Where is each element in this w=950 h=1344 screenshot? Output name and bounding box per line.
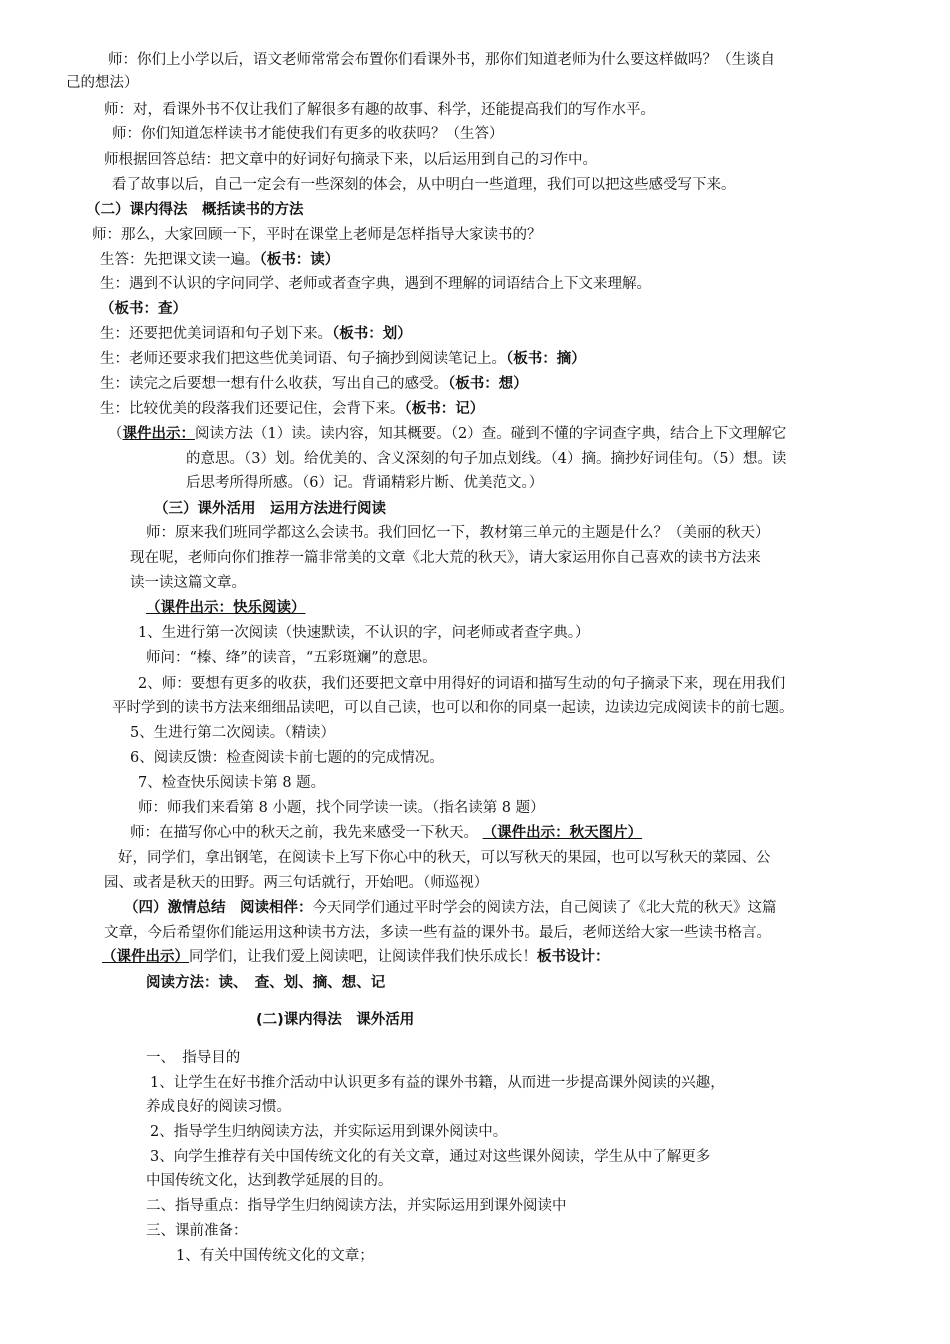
section-heading: （三）课外活用 运用方法进行阅读 [154,501,386,517]
part-heading: (二)课内得法 课外活用 [256,1012,415,1028]
board-note: （板书：摘） [506,351,586,367]
text-line: 6、阅读反馈：检查阅读卡前七题的的完成情况。 [130,750,444,766]
text-span: 师：在描写你心中的秋天之前，我先来感受一下秋天。 [130,825,478,841]
text-line [100,348,586,370]
text-line: 2、指导学生归纳阅读方法，并实际运用到课外阅读中。 [150,1124,508,1140]
text-line: 好，同学们，拿出钢笔，在阅读卡上写下你心中的秋天，可以写秋天的果园，也可以写秋天的菜园、公 [118,850,771,866]
text-line: 2、师：要想有更多的收获，我们还要把文章中用得好的词语和描写生动的句子摘录下来，现在用我们 [138,676,786,692]
section-heading: （四）激情总结 阅读相伴： [124,900,313,916]
board-note: （板书：想） [448,376,528,392]
text-line: 文章，今后希望你们能运用这种读书方法，多读一些有益的课外书。最后，老师送给大家一些读书格言。 [104,925,771,941]
text-line: 读一读这篇文章。 [130,575,246,591]
courseware-label: （课件出示） [102,949,189,965]
text-line: 1、有关中国传统文化的文章； [176,1248,374,1264]
section-heading: （二）课内得法 概括读书的方法 [86,202,304,218]
courseware-label: 课件出示： [122,426,195,442]
text-line: 一、 指导目的 [146,1050,241,1066]
text-line: 1、让学生在好书推介活动中认识更多有益的课外书籍，从而进一步提高课外阅读的兴趣， [150,1075,725,1091]
text-line: 养成良好的阅读习惯。 [146,1099,291,1115]
board-note: （板书：记） [404,401,485,417]
text-line: 师问：“榛、绛”的读音，“五彩斑斓”的意思。 [146,650,437,666]
courseware-label: （课件出示：秋天图片） [482,825,643,841]
text-line [100,398,484,420]
text-line: 师：师我们来看第 8 小题，找个同学读一读。（指名读第 8 题） [138,800,545,816]
text-span: 同学们，让我们爱上阅读吧，让阅读伴我们快乐成长！ [189,949,537,965]
text-span: （ [108,426,123,442]
text-line: 二、指导重点：指导学生归纳阅读方法，并实际运用到课外阅读中 [146,1198,567,1214]
board-design: 阅读方法：读、 查、划、摘、想、记 [146,975,386,991]
text-line: 师根据回答总结：把文章中的好词好句摘录下来，以后运用到自己的习作中。 [104,152,597,168]
board-note: （板书：查） [100,301,187,317]
text-line: 7、检查快乐阅读卡第 8 题。 [138,775,326,791]
text-line [100,323,412,345]
text-line [108,423,786,445]
text-line: 平时学到的读书方法来细细品读吧，可以自己读，也可以和你的同桌一起读，边读边完成阅读卡的前七题。 [112,700,794,716]
text-line: 师：原来我们班同学都这么会读书。我们回忆一下，教材第三单元的主题是什么？（美丽的秋天） [146,525,770,541]
text-line [100,249,339,271]
text-line: 3、向学生推荐有关中国传统文化的有关文章，通过对这些课外阅读，学生从中了解更多 [150,1149,711,1165]
text-line: 1、生进行第一次阅读（快速默读，不认识的字，问老师或者查字典。） [138,625,590,641]
text-line: 生：遇到不认识的字问同学、老师或者查字典，遇到不理解的词语结合上下文来理解。 [100,276,651,292]
text-span: 今天同学们通过平时学会的阅读方法，自己阅读了《北大荒的秋天》这篇 [312,900,777,916]
text-line [102,946,610,968]
text-line [124,897,777,919]
text-line: 三、课前准备： [146,1223,248,1239]
text-span: 生：老师还要求我们把这些优美词语、句子摘抄到阅读笔记上。 [100,351,506,367]
text-line: 师：那么，大家回顾一下，平时在课堂上老师是怎样指导大家读书的？ [92,227,542,243]
text-span: 生：读完之后要想一想有什么收获，写出自己的感受。 [100,376,448,392]
text-span: 生：比较优美的段落我们还要记住，会背下来。 [100,401,405,417]
text-line: 现在呢，老师向你们推荐一篇非常美的文章《北大荒的秋天》，请大家运用你自己喜欢的读书方法来 [130,550,761,566]
text-span: 阅读方法（1）读。读内容，知其概要。（2）查。碰到不懂的字词查字典，结合上下文理解它 [195,426,787,442]
text-line: 师：你们上小学以后，语文老师常常会布置你们看课外书，那你们知道老师为什么要这样做吗？（生谈自 [108,52,775,68]
board-design-label: 板书设计： [537,949,610,965]
text-line: 己的想法） [66,75,139,91]
text-line: 的意思。（3）划。给优美的、含义深刻的句子加点划线。（4）摘。摘抄好词佳句。（5）想。读 [186,451,787,467]
text-line: 5、生进行第二次阅读。（精读） [130,725,335,741]
text-line: 看了故事以后，自己一定会有一些深刻的体会，从中明白一些道理，我们可以把这些感受写下来。 [112,177,736,193]
board-note: （板书：划） [332,326,412,342]
text-span: 生答：先把课文读一遍。 [100,252,260,268]
text-line [100,373,528,395]
text-line: 后思考所得所感。（6）记。背诵精彩片断、优美范文。） [186,475,544,491]
courseware-label: （课件出示：快乐阅读） [146,600,306,616]
text-line: 师：对，看课外书不仅让我们了解很多有趣的故事、科学，还能提高我们的写作水平。 [104,102,655,118]
board-note: （板书：读） [259,252,340,268]
text-line: 园、或者是秋天的田野。两三句话就行，开始吧。（师巡视） [104,875,489,891]
text-line: 中国传统文化，达到教学延展的目的。 [146,1173,393,1189]
text-line: 师：你们知道怎样读书才能使我们有更多的收获吗？（生答） [112,126,504,142]
text-span: 生：还要把优美词语和句子划下来。 [100,326,332,342]
text-line [130,822,642,844]
